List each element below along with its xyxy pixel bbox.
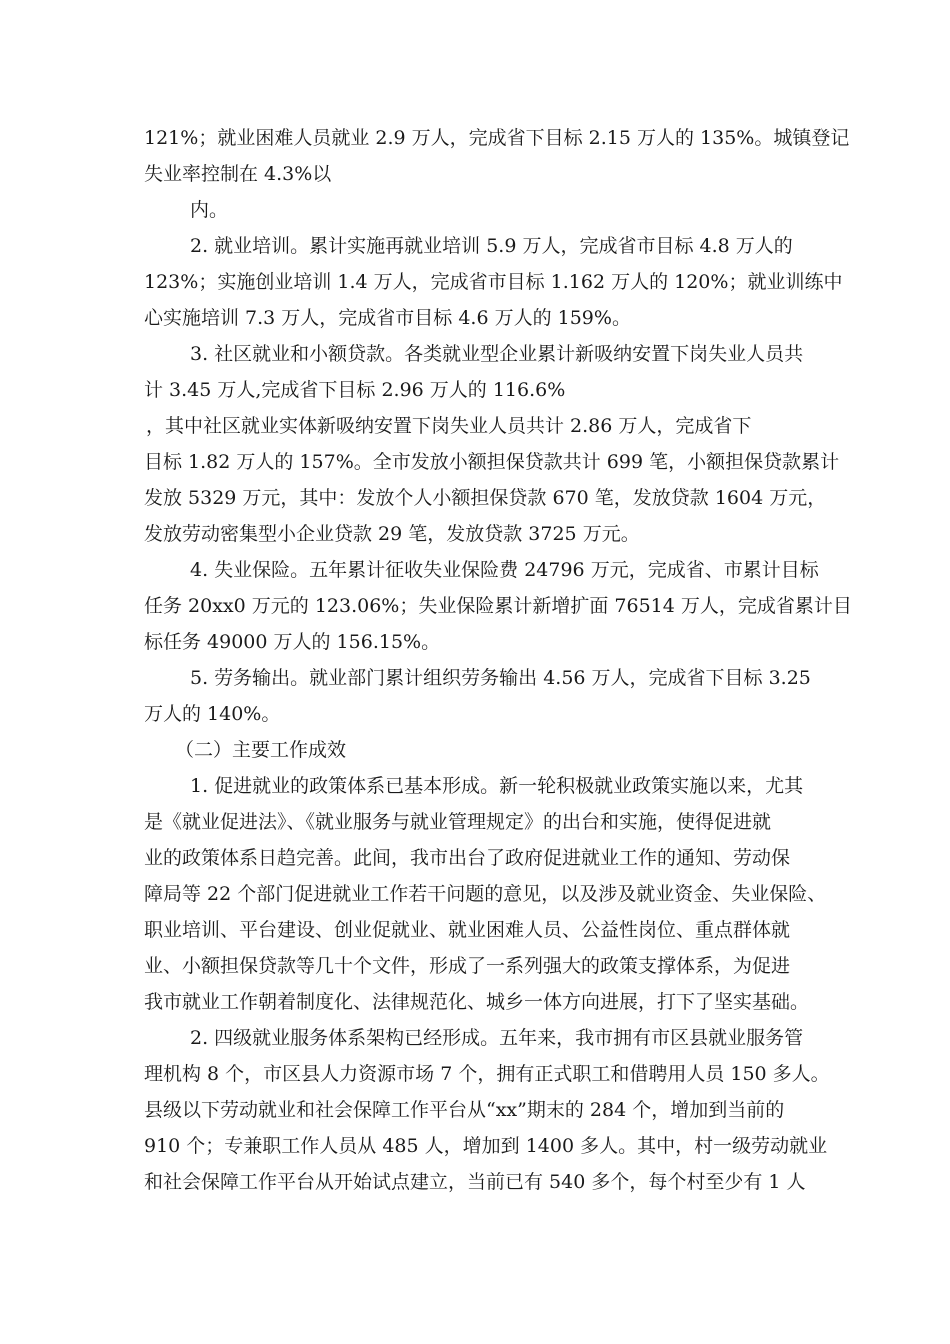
text-line: 任务 20xx0 万元的 123.06%；失业保险累计新增扩面 76514 万人，完成省累计目 [144,595,852,617]
text-line: 万人的 140%。 [144,703,281,725]
text-line: 121%；就业困难人员就业 2.9 万人，完成省下目标 2.15 万人的 135%。城镇登记 [144,127,850,149]
text-line: 县级以下劳动就业和社会保障工作平台从“xx”期末的 284 个，增加到当前的 [144,1099,785,1121]
text-line: 发放 5329 万元，其中：发放个人小额担保贷款 670 笔，发放贷款 1604 万元， [144,487,827,509]
text-line: 2. 就业培训。累计实施再就业培训 5.9 万人，完成省市目标 4.8 万人的 [190,235,793,257]
text-line: 业、小额担保贷款等几十个文件，形成了一系列强大的政策支撑体系，为促进 [144,955,791,977]
text-line: 失业率控制在 4.3%以 [144,163,332,185]
text-line: 是《就业促进法》、《就业服务与就业管理规定》的出台和实施，使得促进就 [144,811,772,833]
text-line: 3. 社区就业和小额贷款。各类就业型企业累计新吸纳安置下岗失业人员共 [190,343,804,365]
text-line: 4. 失业保险。五年累计征收失业保险费 24796 万元，完成省、市累计目标 [190,559,819,581]
text-line: 123%；实施创业培训 1.4 万人，完成省市目标 1.162 万人的 120%；就业训练中 [144,271,843,293]
text-line: 理机构 8 个，市区县人力资源市场 7 个，拥有正式职工和借聘用人员 150 多人。 [144,1063,830,1085]
text-line: 5. 劳务输出。就业部门累计组织劳务输出 4.56 万人，完成省下目标 3.25 [190,667,811,689]
text-line: 职业培训、平台建设、创业促就业、就业困难人员、公益性岗位、重点群体就 [144,919,791,941]
text-line: 我市就业工作朝着制度化、法律规范化、城乡一体方向进展，打下了坚实基础。 [144,991,810,1013]
text-line: 910 个；专兼职工作人员从 485 人，增加到 1400 多人。其中，村一级劳动就业 [144,1135,828,1157]
text-line: 心实施培训 7.3 万人，完成省市目标 4.6 万人的 159%。 [144,307,631,329]
text-line: 1. 促进就业的政策体系已基本形成。新一轮积极就业政策实施以来，尤其 [190,775,804,797]
text-line: ，其中社区就业实体新吸纳安置下岗失业人员共计 2.86 万人，完成省下 [146,415,752,437]
text-line: 障局等 22 个部门促进就业工作若干问题的意见，以及涉及就业资金、失业保险、 [144,883,827,905]
section-heading: （二）主要工作成效 [175,739,347,761]
text-line: 内。 [190,199,229,221]
text-line: 计 3.45 万人,完成省下目标 2.96 万人的 116.6% [144,379,566,401]
text-line: 业的政策体系日趋完善。此间，我市出台了政府促进就业工作的通知、劳动保 [144,847,791,869]
text-line: 和社会保障工作平台从开始试点建立，当前已有 540 多个，每个村至少有 1 人 [144,1171,806,1193]
text-line: 2. 四级就业服务体系架构已经形成。五年来，我市拥有市区县就业服务管 [190,1027,804,1049]
text-line: 目标 1.82 万人的 157%。全市发放小额担保贷款共计 699 笔，小额担保贷款累计 [144,451,840,473]
text-line: 标任务 49000 万人的 156.15%。 [144,631,441,653]
text-line: 发放劳动密集型小企业贷款 29 笔，发放贷款 3725 万元。 [144,523,640,545]
